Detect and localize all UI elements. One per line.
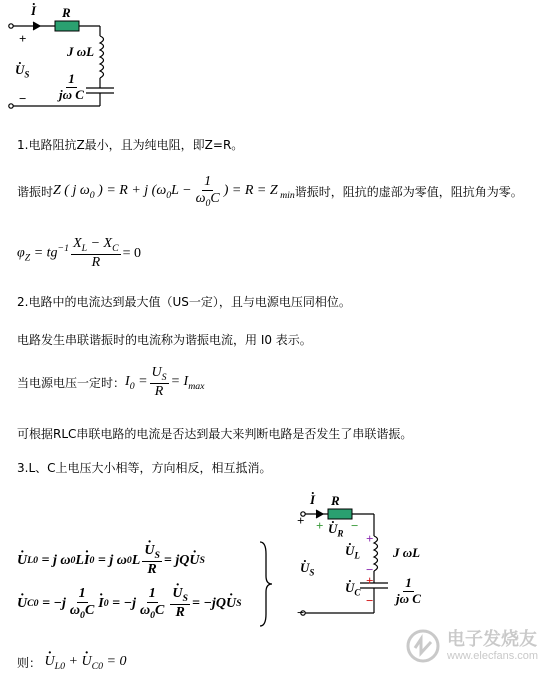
text-condition-3: 3.L、C上电压大小相等，方向相反，相互抵消。 bbox=[17, 461, 272, 475]
ul-plus-sign: + bbox=[366, 531, 374, 546]
circuit1-minus-sign: − bbox=[19, 91, 27, 106]
watermark-en: www.elecfans.com bbox=[447, 649, 539, 662]
uc-plus-sign: + bbox=[366, 573, 374, 588]
circuit2-capacitor-label: $\frac{1}{\text{jω C}}$ bbox=[396, 575, 421, 606]
circuit2-source-minus: − bbox=[297, 605, 305, 620]
resonance-current-equation: 当电源电压一定时： $I_0$ = $\frac{U_S}{R}$ = $I_{max}$ bbox=[17, 365, 205, 400]
watermark-logo-icon bbox=[405, 628, 441, 664]
circuit2-source-plus: + bbox=[297, 513, 305, 528]
watermark bbox=[405, 628, 538, 664]
uc-voltage-label: · $U_C$ bbox=[345, 580, 360, 598]
inductor-voltage-equation: · U L0 = j ω 0 L · I 0 = j ω 0 L · $\frac{U_S}{R}$ = jQ · U S bbox=[17, 543, 205, 578]
ul-minus-sign: − bbox=[366, 562, 374, 577]
circuit2-source-label: · $U_S$ bbox=[300, 560, 314, 578]
right-brace bbox=[258, 540, 274, 628]
watermark-cn: 电子发烧友 bbox=[447, 629, 537, 651]
circuit1-current-label: · I bbox=[31, 3, 36, 19]
voltage-cancellation-equation: 则： · $U_{L0}$ + · $U_{C0} = 0$ bbox=[17, 654, 126, 672]
circuit1-resistor-label: R bbox=[62, 5, 71, 20]
circuit1-source-label: · $U_S$ bbox=[15, 62, 29, 80]
circuit2-inductor-label: J ωL bbox=[393, 545, 421, 560]
text-rlc-judgement: 可根据RLC串联电路的电流是否达到最大来判断电路是否发生了串联谐振。 bbox=[17, 427, 413, 441]
ur-voltage-label: · $U_R$ bbox=[328, 521, 343, 539]
text-condition-2: 2.电路中的电流达到最大值（US一定），且与电源电压同相位。 bbox=[17, 295, 351, 309]
circuit2-resistor-label: R bbox=[331, 493, 340, 508]
phase-angle-equation: $\varphi_Z = tg^{-1}$ $\frac{X_L - X_C}{R}$ = 0 bbox=[17, 236, 142, 271]
circuit1-plus-sign: + bbox=[19, 31, 27, 46]
ur-plus-sign: + bbox=[316, 518, 324, 533]
resonance-impedance-equation: 谐振时 Z ( j $\omega_0$ ) = R + j ($\omega_0L$ − $\frac{1}{\omega_0C}$ ) = R = Z $_{min}$ 谐振时，阻抗的虚部为零值，阻抗角为零。 bbox=[17, 174, 523, 209]
text-condition-1: 1.电路阻抗Z最小，且为纯电阻，即Z=R。 bbox=[17, 138, 244, 152]
circuit1-capacitor-label: $\frac{1}{\text{jω C}}$ bbox=[59, 71, 84, 102]
ur-minus-sign: − bbox=[351, 518, 359, 533]
capacitor-voltage-equation: · U C0 = −j $\frac{1}{\omega_0C}$ · I 0 = −j $\frac{1}{\omega_0C}$ · $\frac{U_S}{R}$ = −jQ · U S bbox=[17, 586, 242, 621]
ul-voltage-label: · $U_L$ bbox=[345, 543, 360, 561]
circuit2-current-label: · I bbox=[310, 492, 315, 508]
text-resonance-current: 电路发生串联谐振时的电流称为谐振电流，用 I0 表示。 bbox=[17, 333, 312, 347]
uc-minus-sign: − bbox=[366, 593, 374, 608]
circuit1-inductor-label: J ωL bbox=[67, 44, 95, 59]
